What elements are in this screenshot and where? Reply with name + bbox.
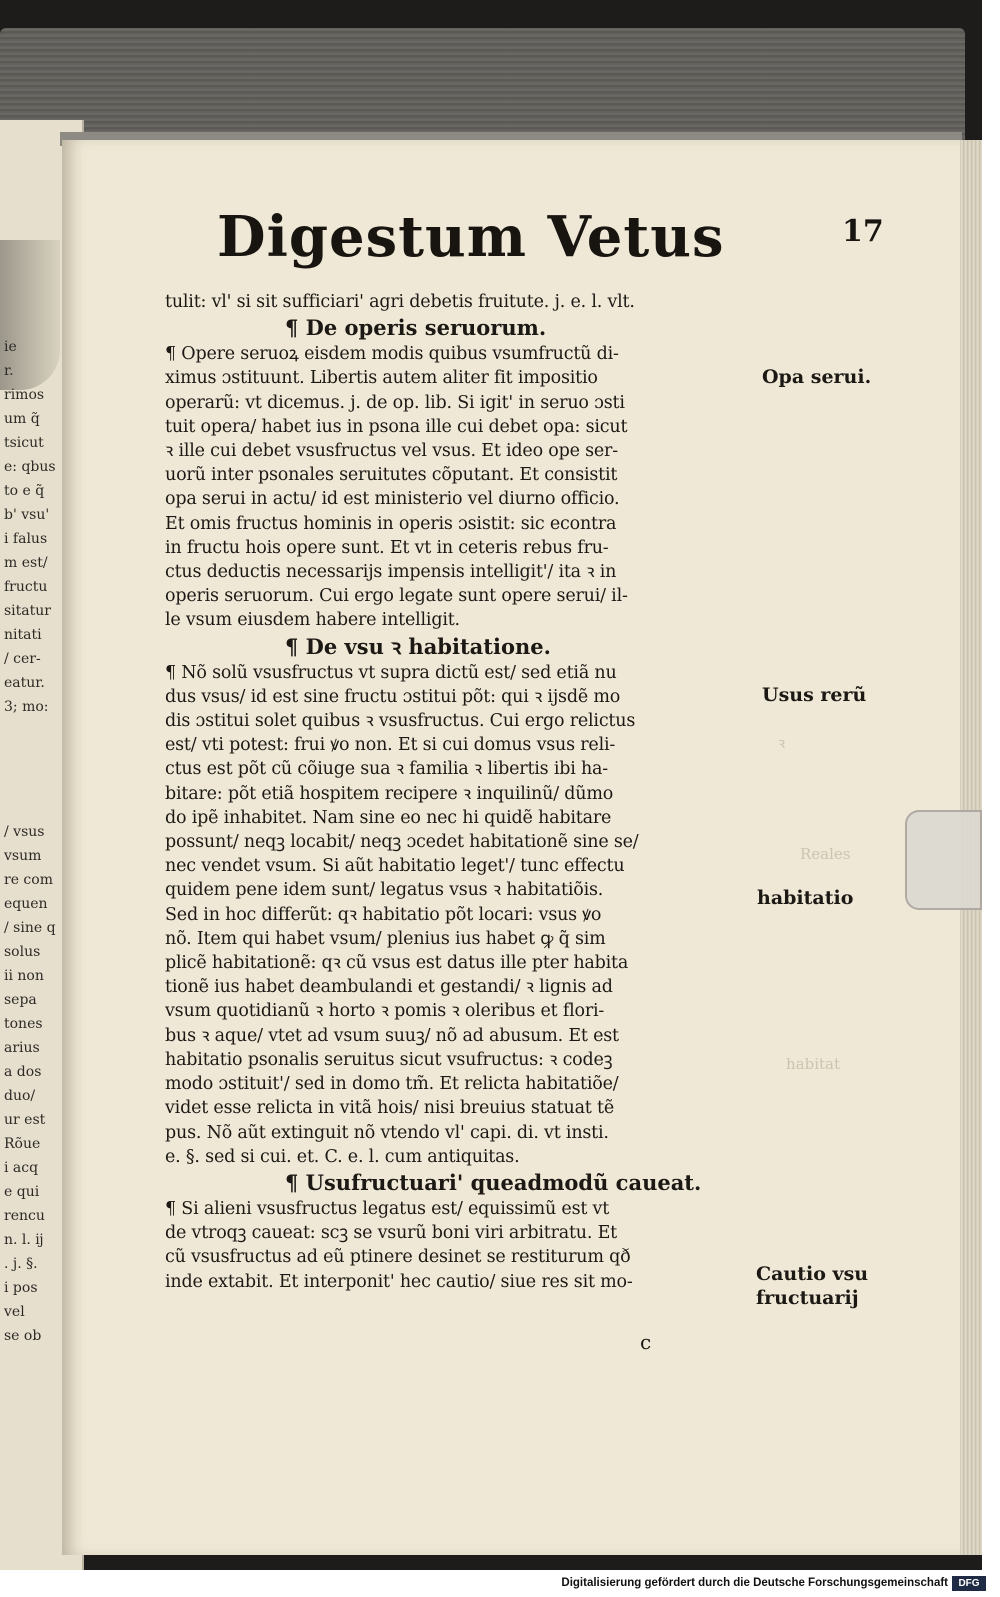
left-page-fragment-line: b' vsu'	[4, 507, 50, 523]
left-page-fragment-line: re com	[4, 872, 53, 888]
text-block-cautio	[165, 1197, 750, 1294]
text-line: tionẽ ius habet deambulandi et gestandi/ ꝛ lignis ad	[165, 977, 613, 998]
left-page-fragment-line: sitatur	[4, 603, 51, 619]
text-line: nõ. Item qui habet vsum/ plenius ius habet ꝙ q̃ sim	[165, 928, 606, 949]
left-page-fragment-line: / cer-	[4, 651, 41, 667]
left-page-fragment-line: rencu	[4, 1208, 45, 1224]
section-heading-cautio: ¶ Usufructuari' queadmodũ caueat.	[285, 1169, 702, 1195]
left-page-fragment-line: se ob	[4, 1328, 42, 1344]
text-line: plicẽ habitationẽ: qꝛ cũ vsus est datus ille pter habita	[165, 953, 629, 974]
left-page-fragment-line: Rõue	[4, 1136, 41, 1152]
signature-mark: c	[640, 1330, 652, 1354]
text-line: ctus est põt cũ cõiuge sua ꝛ familia ꝛ libertis ibi ha-	[165, 759, 608, 780]
bleed-through-1: ꝛ	[778, 734, 786, 752]
text-block-operae	[165, 290, 750, 633]
left-page-fragment-top	[4, 335, 56, 719]
footer-bar	[0, 1572, 1000, 1597]
text-line: ximus ɔstituunt. Libertis autem aliter fit impositio	[165, 368, 598, 389]
text-line: ꝛ ille cui debet vsusfructus vel vsus. Et ideo ope ser-	[165, 441, 618, 462]
left-page-fragment-line: m est/	[4, 555, 48, 571]
left-page-fragment-line: n. l. ĳ	[4, 1232, 43, 1248]
section-heading-usus: ¶ De vsu ꝛ habitatione.	[285, 633, 551, 659]
folio-number: 17	[842, 214, 884, 249]
left-page-fragment-line: i acq	[4, 1160, 39, 1176]
text-line: possunt/ neqꝫ locabit/ neqꝫ ɔcedet habitationẽ sine se/	[165, 832, 639, 853]
left-page-fragment-line: r.	[4, 363, 14, 379]
bleed-through-3: habitat	[786, 1055, 841, 1073]
text-line: inde extabit. Et interponit' hec cautio/ siue res sit mo-	[165, 1271, 633, 1292]
text-line: in fructu hois opere sunt. Et vt in ceteris rebus fru-	[165, 537, 609, 558]
text-line: de vtroqꝫ caueat: scꝫ se vsurũ boni viri arbitratu. Et	[165, 1223, 618, 1244]
left-page-fragment-line: a dos	[4, 1064, 42, 1080]
left-page-fragment-line: ie	[4, 339, 17, 355]
left-page-fragment-line: sepa	[4, 992, 37, 1008]
text-line: dus vsus/ id est sine fructu ɔstitui põt: qui ꝛ ijsdẽ mo	[165, 686, 621, 707]
text-line: dis ɔstitui solet quibus ꝛ vsusfructus. Cui ergo relictus	[165, 711, 636, 732]
text-line: ¶ Opere seruoꝝ eisdem modis quibus vsumfructũ di-	[165, 344, 619, 365]
left-page-fragment-line: e: qbus	[4, 459, 56, 475]
text-line: Et omis fructus hominis in operis ɔsistit: sic econtra	[165, 513, 617, 534]
left-page-fragment-line: rimos	[4, 387, 45, 403]
left-page-fragment-line: arius	[4, 1040, 40, 1056]
text-line: do ipẽ inhabitet. Nam sine eo nec hi quidẽ habitare	[165, 807, 612, 828]
marginal-note-opa-serui: Opa serui.	[762, 366, 872, 388]
text-line: pus. Nõ aũt extinguit nõ vtendo vl' capi. di. vt insti.	[165, 1122, 609, 1143]
text-column	[165, 290, 750, 1294]
left-page-fragment-line: tsicut	[4, 435, 44, 451]
left-page-fragment-line: / sine q	[4, 920, 56, 936]
running-title: Digestum Vetus	[217, 204, 725, 270]
section-heading-operae: ¶ De operis seruorum.	[285, 315, 547, 341]
left-page-fragment-line: i pos	[4, 1280, 38, 1296]
marginal-note-habitatio: habitatio	[757, 887, 854, 909]
page-clip-marker	[905, 810, 982, 910]
left-page-fragment-line: to e q̃	[4, 483, 45, 499]
marginal-note-cautio-line1: Cautio vsu	[756, 1263, 869, 1285]
text-line: ctus deductis necessarijs impensis intelligit'/ ita ꝛ in	[165, 562, 617, 583]
funding-credit: Digitalisierung gefördert durch die Deutsche Forschungsgemeinschaft	[561, 1577, 948, 1589]
text-line: quidem pene idem sunt/ legatus vsus ꝛ habitatiõis.	[165, 880, 604, 901]
left-page-fragment-line: vsum	[4, 848, 42, 864]
bleed-through-2: Reales	[800, 845, 851, 863]
text-line: tuit opera/ habet ius in psona ille cui debet opa: sicut	[165, 416, 628, 437]
left-page-fragment-line: eatur.	[4, 675, 45, 691]
marginal-note-cautio-line2: fructuarij	[756, 1287, 859, 1309]
text-line: videt esse relicta in vitã hois/ nisi breuius statuat tẽ	[165, 1098, 614, 1119]
left-page-fragment-line: duo/	[4, 1088, 36, 1104]
left-page-fragment-line: fructu	[4, 579, 48, 595]
text-line: e. §. sed si cui. et. C. e. l. cum antiquitas.	[165, 1146, 520, 1167]
text-line: le vsum eiusdem habere intelligit.	[165, 610, 460, 631]
text-line: bus ꝛ aque/ vtet ad vsum suuꝫ/ nõ ad abusum. Et est	[165, 1025, 619, 1046]
dfg-logo: DFG	[952, 1576, 986, 1591]
left-page-fragment-line: solus	[4, 944, 41, 960]
text-line: tulit: vl' si sit sufficiari' agri debetis fruitute. j. e. l. vlt.	[165, 292, 635, 312]
text-line: operarũ: vt dicemus. j. de op. lib. Si igit' in seruo ɔsti	[165, 392, 625, 413]
left-page-fragment-line: 3; mo:	[4, 699, 49, 715]
text-block-usus	[165, 661, 750, 1169]
text-line: bitare: põt etiã hospitem recipere ꝛ inquilinũ/ dũmo	[165, 783, 614, 804]
text-line: modo ɔstituit'/ sed in domo tm̃. Et relicta habitatiõe/	[165, 1074, 619, 1095]
left-page-fragment-line: i falus	[4, 531, 48, 547]
book-top-edge	[0, 28, 965, 148]
left-page-fragment-line: um q̃	[4, 411, 40, 427]
left-page-fragment-line: ur est	[4, 1112, 46, 1128]
left-page-fragment-line: vel	[4, 1304, 25, 1320]
left-page-fragment-line: nitati	[4, 627, 42, 643]
left-page-fragment-line: . j. §.	[4, 1256, 38, 1272]
text-line: uorũ inter psonales seruitutes cõputant. Et consistit	[165, 465, 618, 486]
text-line: cũ vsusfructus ad eũ ptinere desinet se restiturum qð	[165, 1247, 631, 1268]
text-line: habitatio psonalis seruitus sicut vsufructus: ꝛ codeꝫ	[165, 1049, 613, 1070]
left-page-fragment-line: equen	[4, 896, 48, 912]
marginal-note-cautio	[756, 1262, 868, 1310]
text-line: opa serui in actu/ id est ministerio vel diurno officio.	[165, 489, 620, 510]
left-page-fragment-line: tones	[4, 1016, 43, 1032]
text-line: est/ vti potest: frui ꝟo non. Et si cui domus vsus reli-	[165, 735, 616, 756]
text-line: ¶ Si alieni vsusfructus legatus est/ equissimũ est vt	[165, 1198, 610, 1219]
left-page-fragment-line: / vsus	[4, 824, 45, 840]
text-line: ¶ Nõ solũ vsusfructus vt supra dictũ est/ sed etiã nu	[165, 662, 617, 683]
text-line: vsum quotidianũ ꝛ horto ꝛ pomis ꝛ oleribus et flori-	[165, 1001, 605, 1022]
left-page-fragment-line: e qui	[4, 1184, 40, 1200]
text-line: nec vendet vsum. Si aũt habitatio leget'/ tunc effectu	[165, 856, 625, 877]
text-line: Sed in hoc differũt: qꝛ habitatio põt locari: vsus ꝟo	[165, 904, 602, 925]
text-line: operis seruorum. Cui ergo legate sunt opere serui/ il-	[165, 586, 628, 607]
marginal-note-usus: Usus rerũ	[762, 684, 867, 706]
left-page-fragment-bottom	[4, 820, 56, 1348]
left-page-fragment-line: ii non	[4, 968, 44, 984]
